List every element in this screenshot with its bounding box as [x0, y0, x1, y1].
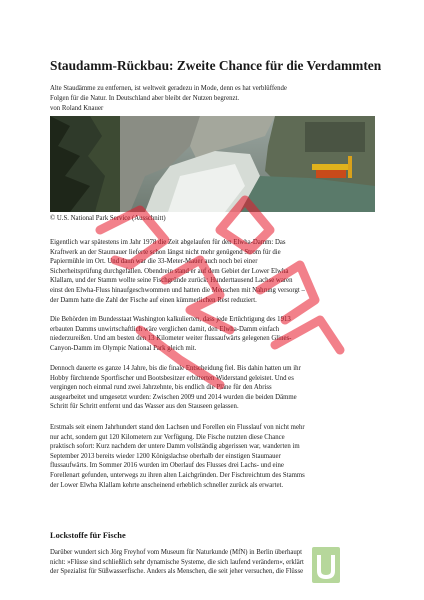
paragraph-line: Dennoch dauerte es ganze 14 Jahre, bis die finale Entscheidung fiel. Bis dahin hatten um ihr [50, 365, 301, 372]
paragraph-line: erbauten Damms unwirtschaftlich wäre verglichen damit, den Elwha-Damm einfach [50, 325, 280, 333]
article-intro [50, 84, 380, 114]
paragraph [50, 423, 376, 490]
paragraph-line: Die Behörden im Bundesstaat Washington kalkulierten, dass jede Ertüchtigung des 1913 [50, 316, 291, 323]
paragraph-line: nicht: »Flüsse sind schließlich sehr dynamische Systeme, die sich laufend verändern«, erklärt [50, 558, 304, 566]
paragraph-line: Kraftwerk an der Staumauer lieferte schon längst nicht mehr genügend Strom für die [50, 248, 281, 256]
dam-photo-image [50, 116, 375, 212]
paragraph-line: Sicherheitsprüfung durchgefallen. Obendrein stand er auf dem Gebiet der Lower Elwha [50, 267, 289, 275]
dam-photo [50, 116, 375, 212]
photo-caption: © U.S. National Park Service (Ausschnitt) [50, 215, 166, 222]
paragraph-line: praktisch sofort: Kurz nachdem der untere Damm vollständig abgerissen war, wanderten im [50, 443, 300, 451]
paragraph-line: einst den Elwha-Fluss hinaufgeschwommen und hatten die Menschen mit Nahrung versorgt – [50, 286, 305, 294]
paragraph [50, 238, 376, 305]
paragraph [50, 364, 376, 412]
article-title: Staudamm-Rückbau: Zweite Chance für die Verdammten [50, 58, 382, 73]
paragraph-line: niederzureißen. Und am besten den 13 Kilometer weiter flussaufwärts gelegenen Glines- [50, 335, 292, 343]
paragraph-line: Papiermühle im Ort. Und dann war die 33-Meter-Mauer auch noch bei einer [50, 258, 258, 266]
paragraph-line: Forellenart gefunden, unterwegs zu ihren alten Laichgründen. Der Fischreichtum des Stamms [50, 471, 305, 479]
paragraph-line: Eigentlich war spätestens im Jahr 1978 die Zeit abgelaufen für den Elwha-Damm: Das [50, 239, 286, 246]
paragraph-line: Schritt für Schritt entfernt und das Wasser aus den Stauseen gelassen. [50, 403, 239, 411]
paragraph-line: flussaufwärts. Im Sommer 2016 wurden im Oberlauf des Flusses drei Lachs- und eine [50, 462, 284, 470]
paragraph-line: der Lower Elwha Klallam kehrte anscheinend erheblich schneller zurück als erwartet. [50, 481, 284, 489]
paragraph-line: Darüber wundert sich Jörg Freyhof vom Museum für Naturkunde (MfN) in Berlin überhaupt [50, 549, 303, 556]
paragraph-line: nur acht, sondern gut 120 Kilometern zur Verfügung. Die Fische nutzten diese Chance [50, 433, 285, 441]
paragraph-line: Canyon-Damm im Olympic National Park gleich mit. [50, 344, 197, 352]
intro-line: Alte Staudämme zu entfernen, ist weltweit geradezu in Mode, denn es hat verblüffende [50, 85, 287, 92]
paragraph-line: Klallam, und der Stamm wollte seine Fischgründe zurück: Hunderttausend Lachse waren [50, 277, 293, 285]
paragraph-line: vergingen noch einmal rund zwei Jahrzehnte, bis endlich die Pläne für den Abriss [50, 384, 272, 392]
intro-line: Folgen für die Natur. In Deutschland aber bleibt der Nutzen begrenzt. [50, 95, 240, 102]
paragraph-line: September 2013 bereits wieder 1200 Königslachse oberhalb der einstigen Staumauer [50, 452, 281, 460]
author-line: von Roland Knauer [50, 105, 104, 112]
paragraph-line: der Spezialist für Süßwasserfische. Anders als Menschen, die seit jeher versuchen, die Flüsse [50, 568, 304, 576]
section-heading: Lockstoffe für Fische [50, 531, 126, 540]
paragraph-line: ausgearbeitet und umgesetzt wurden: Zwischen 2009 und 2014 wurden die beiden Dämme [50, 393, 297, 401]
paragraph-line: Hobby fürchtende Sportfischer und Bootsbesitzer erbitterten Widerstand geleistet. Und es [50, 374, 294, 382]
paragraph-line: Erstmals seit einem Jahrhundert stand den Lachsen und Forellen ein Flusslauf von nicht mehr [50, 424, 305, 431]
paragraph-line: der Damm hatte die Zahl der Fische auf einen kümmerlichen Rest reduziert. [50, 296, 257, 304]
paragraph [50, 315, 376, 353]
publisher-logo-icon [310, 545, 342, 585]
